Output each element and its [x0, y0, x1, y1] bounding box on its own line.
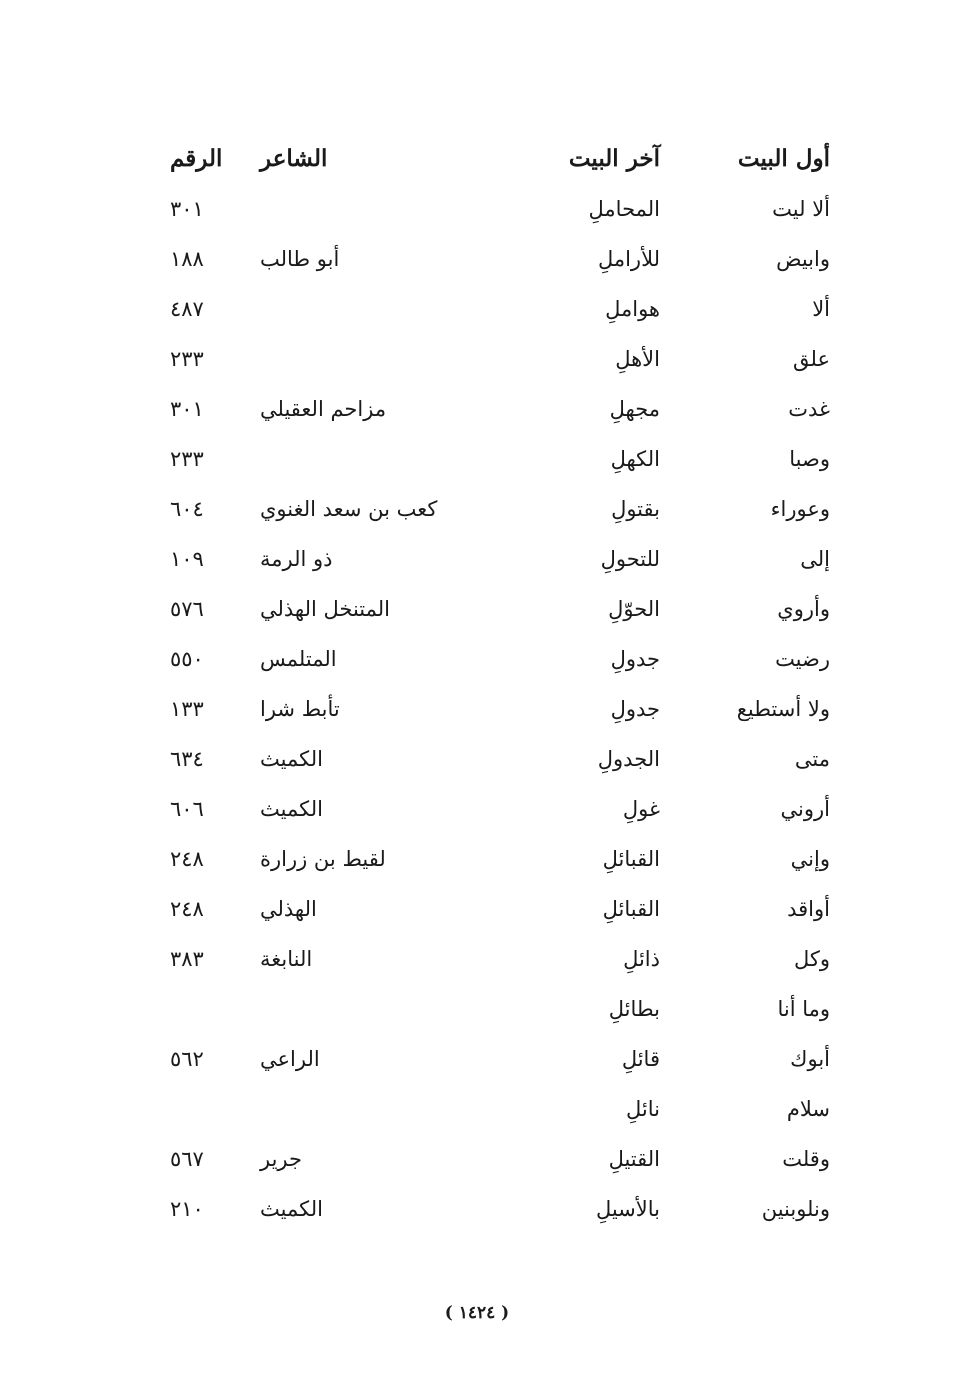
table-row: [170, 334, 830, 384]
cell-number: ١٠٩: [170, 547, 204, 571]
cell-poet: تأبط شرا: [260, 697, 340, 721]
header-first-verse: أول البيت: [737, 144, 830, 172]
cell-last-verse: جدولِ: [610, 647, 660, 671]
table-row: [170, 684, 830, 734]
cell-first-verse: وصبا: [789, 447, 830, 471]
cell-last-verse: هواملِ: [605, 297, 660, 321]
cell-number: ٢٤٨: [170, 897, 204, 921]
cell-last-verse: الأهلِ: [615, 347, 660, 371]
cell-number: ٣٠١: [170, 397, 204, 421]
table-row: [170, 1134, 830, 1184]
table-row: [170, 434, 830, 484]
cell-poet: كعب بن سعد الغنوي: [260, 497, 438, 521]
header-number: الرقم: [170, 144, 223, 172]
cell-last-verse: قائلِ: [621, 1047, 660, 1071]
cell-poet: أبو طالب: [260, 247, 340, 271]
cell-poet: ذو الرمة: [260, 547, 333, 571]
cell-last-verse: مجهلِ: [609, 397, 660, 421]
cell-first-verse: وكل: [793, 947, 830, 971]
cell-last-verse: ذائلِ: [623, 947, 660, 971]
page-number: ( ١٤٢٤ ): [444, 1303, 510, 1323]
cell-last-verse: الكهلِ: [610, 447, 660, 471]
table-row: [170, 484, 830, 534]
table-row: [170, 884, 830, 934]
cell-first-verse: أبوك: [790, 1047, 830, 1071]
cell-last-verse: للأراملِ: [597, 247, 660, 271]
cell-last-verse: بقتولِ: [611, 497, 660, 521]
cell-last-verse: القبائلِ: [602, 847, 660, 871]
cell-last-verse: القبائلِ: [602, 897, 660, 921]
table-row: [170, 234, 830, 284]
cell-last-verse: الجدولِ: [597, 747, 660, 771]
cell-last-verse: المحاملِ: [588, 197, 660, 221]
cell-poet: الكميث: [260, 747, 323, 771]
cell-number: ٥٥٠: [170, 647, 204, 671]
cell-first-verse: وإني: [790, 847, 830, 871]
cell-poet: جرير: [260, 1147, 302, 1171]
cell-last-verse: الحوّلِ: [608, 597, 660, 621]
cell-number: ٢٤٨: [170, 847, 204, 871]
header-poet: الشاعر: [260, 144, 328, 172]
cell-number: ٢٣٣: [170, 447, 204, 471]
cell-number: ٥٦٧: [170, 1147, 204, 1171]
cell-number: ٣٨٣: [170, 947, 204, 971]
cell-poet: المتلمس: [260, 647, 337, 671]
cell-number: ٥٧٦: [170, 597, 204, 621]
cell-number: [170, 984, 260, 1034]
cell-last-verse: نائلِ: [626, 1097, 660, 1121]
cell-poet: المتنخل الهذلي: [260, 597, 391, 621]
cell-number: ٢١٠: [170, 1197, 204, 1221]
cell-poet: لقيط بن زرارة: [260, 847, 386, 871]
cell-first-verse: وما أنا: [777, 997, 830, 1021]
cell-poet: الراعي: [260, 1047, 320, 1071]
cell-poet: الكميث: [260, 1197, 323, 1221]
cell-poet: [260, 184, 470, 234]
cell-number: ٥٦٢: [170, 1047, 204, 1071]
cell-number: ٣٠١: [170, 197, 204, 221]
cell-last-verse: القتيلِ: [608, 1147, 660, 1171]
cell-last-verse: جدولِ: [610, 697, 660, 721]
table-row: [170, 184, 830, 234]
table-row: [170, 784, 830, 834]
cell-first-verse: ولا أستطيع: [736, 697, 830, 721]
table-header-row: [170, 132, 830, 184]
cell-first-verse: وأروي: [777, 597, 830, 621]
cell-number: ٤٨٧: [170, 297, 204, 321]
table-row: [170, 934, 830, 984]
table-row: [170, 284, 830, 334]
header-last-verse: آخر البيت: [568, 144, 660, 172]
cell-first-verse: سلام: [786, 1097, 830, 1121]
cell-number: ٦٠٤: [170, 497, 204, 521]
cell-last-verse: بطائلِ: [608, 997, 660, 1021]
cell-first-verse: ألا: [812, 297, 830, 321]
cell-last-verse: للتحولِ: [600, 547, 660, 571]
table-row: [170, 1184, 830, 1234]
cell-poet: الكميث: [260, 797, 323, 821]
cell-poet: [260, 434, 470, 484]
cell-number: ٢٣٣: [170, 347, 204, 371]
verse-index-table: [170, 132, 830, 1234]
table-row: [170, 384, 830, 434]
cell-first-verse: وقلت: [782, 1147, 830, 1171]
table-row: [170, 834, 830, 884]
cell-last-verse: غولِ: [622, 797, 660, 821]
cell-poet: [260, 1084, 470, 1134]
cell-first-verse: رضيت: [775, 647, 830, 671]
cell-poet: [260, 284, 470, 334]
cell-poet: [260, 984, 470, 1034]
table-row: [170, 534, 830, 584]
cell-number: [170, 1084, 260, 1134]
cell-number: ٦٠٦: [170, 797, 204, 821]
cell-poet: مزاحم العقيلي: [260, 397, 387, 421]
cell-first-verse: متى: [794, 747, 830, 771]
table-row: [170, 634, 830, 684]
cell-first-verse: وابيض: [776, 247, 830, 271]
cell-number: ١٣٣: [170, 697, 204, 721]
cell-first-verse: ونلوبنين: [761, 1197, 830, 1221]
cell-first-verse: ألا ليت: [772, 197, 830, 221]
table-row: [170, 584, 830, 634]
table-row: [170, 1034, 830, 1084]
cell-number: ١٨٨: [170, 247, 204, 271]
table-row: [170, 1084, 830, 1134]
cell-first-verse: وعوراء: [770, 497, 830, 521]
cell-last-verse: بالأسيلِ: [595, 1197, 660, 1221]
cell-first-verse: علق: [793, 347, 830, 371]
cell-poet: الهذلي: [260, 897, 317, 921]
cell-first-verse: إلى: [800, 547, 830, 571]
cell-number: ٦٣٤: [170, 747, 204, 771]
cell-first-verse: أروني: [780, 797, 830, 821]
cell-poet: النابغة: [260, 947, 313, 971]
table-row: [170, 984, 830, 1034]
cell-first-verse: أواقد: [787, 897, 830, 921]
cell-first-verse: غدت: [788, 397, 830, 421]
cell-poet: [260, 334, 470, 384]
table-row: [170, 734, 830, 784]
